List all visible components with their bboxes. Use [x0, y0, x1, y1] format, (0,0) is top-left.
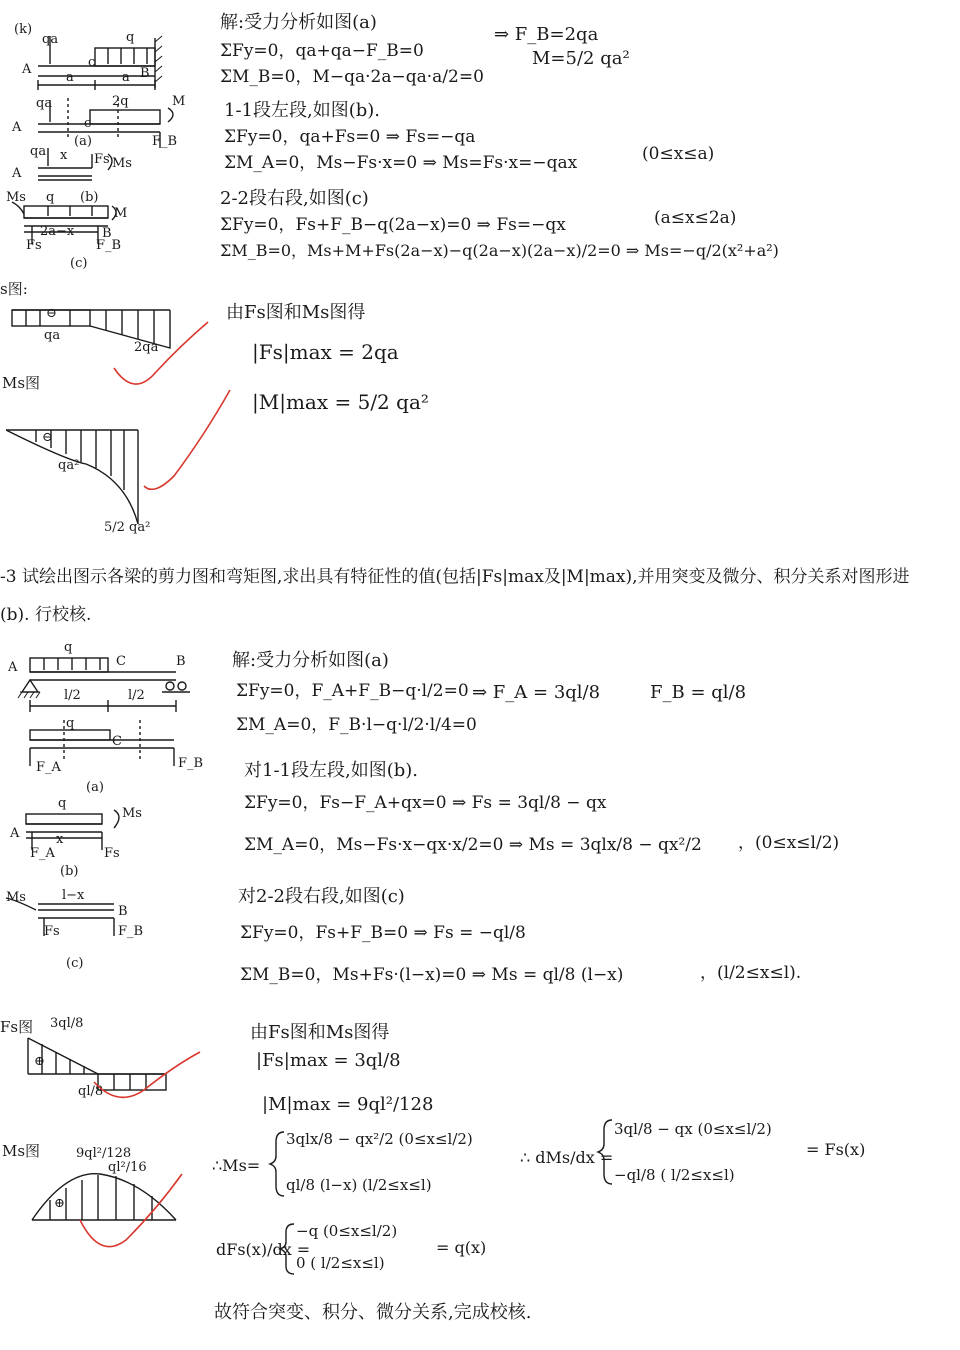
p3-fig-a-C: C — [112, 734, 122, 749]
p3-sec2-heading: 对2-2段右段,如图(c) — [238, 886, 405, 907]
p3-ms-piecewise-label: ∴Ms= — [212, 1156, 261, 1175]
p3-sec1-heading: 对1-1段左段,如图(b). — [244, 760, 418, 781]
p3-fs-max: |Fs|max = 3ql/8 — [256, 1050, 401, 1071]
p3-sec1-range: ，(0≤x≤l/2) — [738, 833, 840, 853]
p3-sec2-eq2: ΣM_B=0，Ms+Fs·(l−x)=0 ⇒ Ms = ql/8 (l−x) — [240, 965, 624, 985]
k-fs-diagram-label: s图: — [0, 280, 28, 298]
p3-fig-b-Ms: Ms — [122, 806, 142, 821]
k-eq-sum-mb: ΣM_B=0，M−qa·2a−qa·a/2=0 — [220, 67, 484, 87]
k-sec2-range: (a≤x≤2a) — [654, 208, 737, 228]
beam-k-dim-a2: a — [122, 70, 130, 85]
fig-b-qa: qa — [30, 144, 47, 159]
fig-c-label: (b) — [80, 190, 99, 205]
k-m-max: |M|max = 5/2 qa² — [252, 390, 429, 414]
p3-beam-l2-b: l/2 — [128, 688, 145, 703]
p3-dms-case1: 3ql/8 − qx (0≤x≤l/2) — [614, 1120, 772, 1138]
fig-a-FB: F_B — [152, 134, 178, 149]
beam-k-label-B: B — [140, 66, 150, 81]
p3-dfs-case2: 0 ( l/2≤x≤l) — [296, 1254, 385, 1272]
k-conclusion-heading: 由Fs图和Ms图得 — [226, 302, 366, 323]
fig-a-A: A — [12, 120, 22, 135]
k-sec2-eq2: ΣM_B=0，Ms+M+Fs(2a−x)−q(2a−x)(2a−x)/2=0 ⇒ Ms=−q/2(x²+a²) — [220, 241, 779, 260]
p3-fig-c-FB: F_B — [118, 924, 144, 939]
p3-solution-heading: 解:受力分析如图(a) — [232, 650, 389, 671]
p3-dms-case2: −ql/8 ( l/2≤x≤l) — [614, 1166, 735, 1184]
p3-ms-check-mark — [78, 1170, 198, 1260]
k-result-m: M=5/2 qa² — [532, 48, 630, 69]
p3-beam-B: B — [176, 654, 186, 669]
p3-ms-case1: 3qlx/8 − qx²/2 (0≤x≤l/2) — [286, 1130, 473, 1148]
p3-sec2-eq1: ΣFy=0，Fs+F_B=0 ⇒ Fs = −ql/8 — [240, 923, 526, 943]
fig-b-x: x — [60, 148, 68, 163]
k-sec2-heading: 2-2段右段,如图(c) — [220, 188, 369, 209]
fig-c-q: q — [46, 190, 55, 205]
fig-a-qa: qa — [36, 96, 53, 111]
p3-sec2-range: ，(l/2≤x≤l). — [700, 963, 802, 983]
p3-result-fb: F_B = ql/8 — [650, 682, 747, 703]
fig-c-M: M — [114, 206, 128, 221]
p3-ms-plus: ⊕ — [54, 1196, 65, 1211]
k-ms-qa2: qa² — [58, 458, 80, 473]
k-fs-check-mark — [112, 320, 212, 380]
beam-k-label-A: A — [22, 62, 32, 77]
k-sec1-range: (0≤x≤a) — [642, 144, 715, 164]
p3-fig-b-caption: (b) — [60, 864, 79, 879]
p3-beam-A: A — [8, 660, 18, 675]
p3-eq-sum-ma: ΣM_A=0，F_B·l−q·l/2·l/4=0 — [236, 715, 477, 735]
fig-c-B: B — [102, 226, 112, 241]
k-fs-minus: ⊖ — [46, 306, 57, 321]
fig-a-M: M — [172, 94, 186, 109]
p3-final-statement: 故符合突变、积分、微分关系,完成校核. — [214, 1302, 532, 1323]
beam-k-dim-a1: a — [66, 70, 74, 85]
p3-dfs-label: dFs(x)/dx = — [216, 1240, 311, 1259]
p3-fs-ql8: ql/8 — [78, 1084, 104, 1099]
p3-ms-diagram-label: Ms图 — [2, 1142, 41, 1160]
fig-a-c: c — [84, 116, 92, 131]
p3-fs-3ql8: 3ql/8 — [50, 1016, 84, 1031]
p3-fig-a-FB: F_B — [178, 756, 204, 771]
p3-dms-equals-fs: = Fs(x) — [806, 1140, 866, 1159]
beam-k-load-qa: qa — [42, 32, 59, 47]
k-sec2-eq1: ΣFy=0，Fs+F_B−q(2a−x)=0 ⇒ Fs=−qx — [220, 215, 566, 235]
p3-fig-c-B: B — [118, 904, 128, 919]
fig-c-FB: F_B — [96, 238, 122, 253]
p3-ms-ql216: ql²/16 — [108, 1160, 147, 1175]
p3-fig-a-q: q — [66, 716, 75, 731]
p3-statement-line1: -3 试绘出图示各梁的剪力图和弯矩图,求出具有特征性的值(包括|Fs|max及|M|max),并用突变及微分、积分关系对图形进 — [0, 567, 910, 587]
fig-c-Ms: Ms — [6, 190, 26, 205]
beam-k-label-C: c — [88, 55, 96, 70]
p3-dfs-equals-q: = q(x) — [436, 1238, 487, 1257]
beam-k-load-q: q — [126, 30, 135, 45]
p3-eq-sum-fy: ΣFy=0，F_A+F_B−q·l/2=0 — [236, 681, 469, 701]
p3-fig-c-Fs: Fs — [44, 924, 60, 939]
k-solution-heading: 解:受力分析如图(a) — [220, 12, 377, 33]
p3-fig-b-Fs: Fs — [104, 846, 120, 861]
k-fs-2qa: 2qa — [134, 340, 159, 355]
k-ms-minus: ⊖ — [42, 430, 53, 445]
p3-fig-b-q: q — [58, 796, 67, 811]
fig-b-A: A — [12, 166, 22, 181]
fig-b-Fs: Fs — [94, 152, 110, 167]
p3-dms-label: ∴ dMs/dx = — [520, 1148, 614, 1167]
p3-sec1-eq1: ΣFy=0，Fs−F_A+qx=0 ⇒ Fs = 3ql/8 − qx — [244, 793, 607, 813]
p3-fs-check-mark — [90, 1050, 210, 1110]
k-sec1-eq1: ΣFy=0，qa+Fs=0 ⇒ Fs=−qa — [224, 127, 476, 147]
p3-fs-diagram-label: Fs图 — [0, 1018, 34, 1036]
k-ms-52qa2: 5/2 qa² — [104, 520, 151, 535]
fig-a-2q: 2q — [112, 94, 129, 109]
p3-ms-case2: ql/8 (l−x) (l/2≤x≤l) — [286, 1176, 432, 1194]
p3-dfs-case1: −q (0≤x≤l/2) — [296, 1222, 398, 1240]
p3-fig-c-Ms: Ms — [6, 890, 26, 905]
p3-m-max: |M|max = 9ql²/128 — [262, 1094, 434, 1115]
k-eq-sum-fy: ΣFy=0，qa+qa−F_B=0 — [220, 41, 424, 61]
k-sec1-heading: 1-1段左段,如图(b). — [224, 100, 380, 121]
p3-beam-l2-a: l/2 — [64, 688, 81, 703]
p3-fig-c-caption: (c) — [66, 956, 84, 971]
p3-ms-9ql2: 9ql²/128 — [76, 1146, 132, 1161]
p3-beam-q: q — [64, 640, 73, 655]
p3-beam-C: C — [116, 654, 126, 669]
p3-fig-b-x: x — [56, 832, 64, 847]
k-ms-check-mark — [140, 390, 240, 500]
k-ms-diagram-label: Ms图 — [2, 374, 41, 392]
fig-b-Ms: Ms — [112, 156, 132, 171]
p3-conclusion-heading: 由Fs图和Ms图得 — [250, 1022, 390, 1043]
p3-statement-line2: (b). 行校核. — [0, 605, 92, 625]
fig-c-2ax: 2a−x — [40, 224, 75, 239]
p3-fig-b-FA: F_A — [30, 846, 55, 861]
p3-sec1-eq2: ΣM_A=0，Ms−Fs·x−qx·x/2=0 ⇒ Ms = 3qlx/8 − qx²/2 — [244, 835, 702, 855]
fig-a-label: (a) — [74, 134, 92, 149]
p3-fig-c-lx: l−x — [62, 888, 85, 903]
p3-result-fa: ⇒ F_A = 3ql/8 — [472, 682, 601, 703]
fig-c-Fs: Fs — [26, 238, 42, 253]
p3-fig-a-caption: (a) — [86, 780, 104, 795]
problem-tag: (k) — [14, 22, 33, 37]
p3-fig-a-FA: F_A — [36, 760, 61, 775]
p3-fig-b-A: A — [10, 826, 20, 841]
fig-c-caption: (c) — [70, 256, 88, 271]
k-fs-max: |Fs|max = 2qa — [252, 340, 399, 364]
k-fs-qa: qa — [44, 328, 61, 343]
k-sec1-eq2: ΣM_A=0，Ms−Fs·x=0 ⇒ Ms=Fs·x=−qax — [224, 153, 578, 173]
k-result-fb: ⇒ F_B=2qa — [494, 24, 599, 45]
p3-fs-plus: ⊕ — [34, 1054, 45, 1069]
